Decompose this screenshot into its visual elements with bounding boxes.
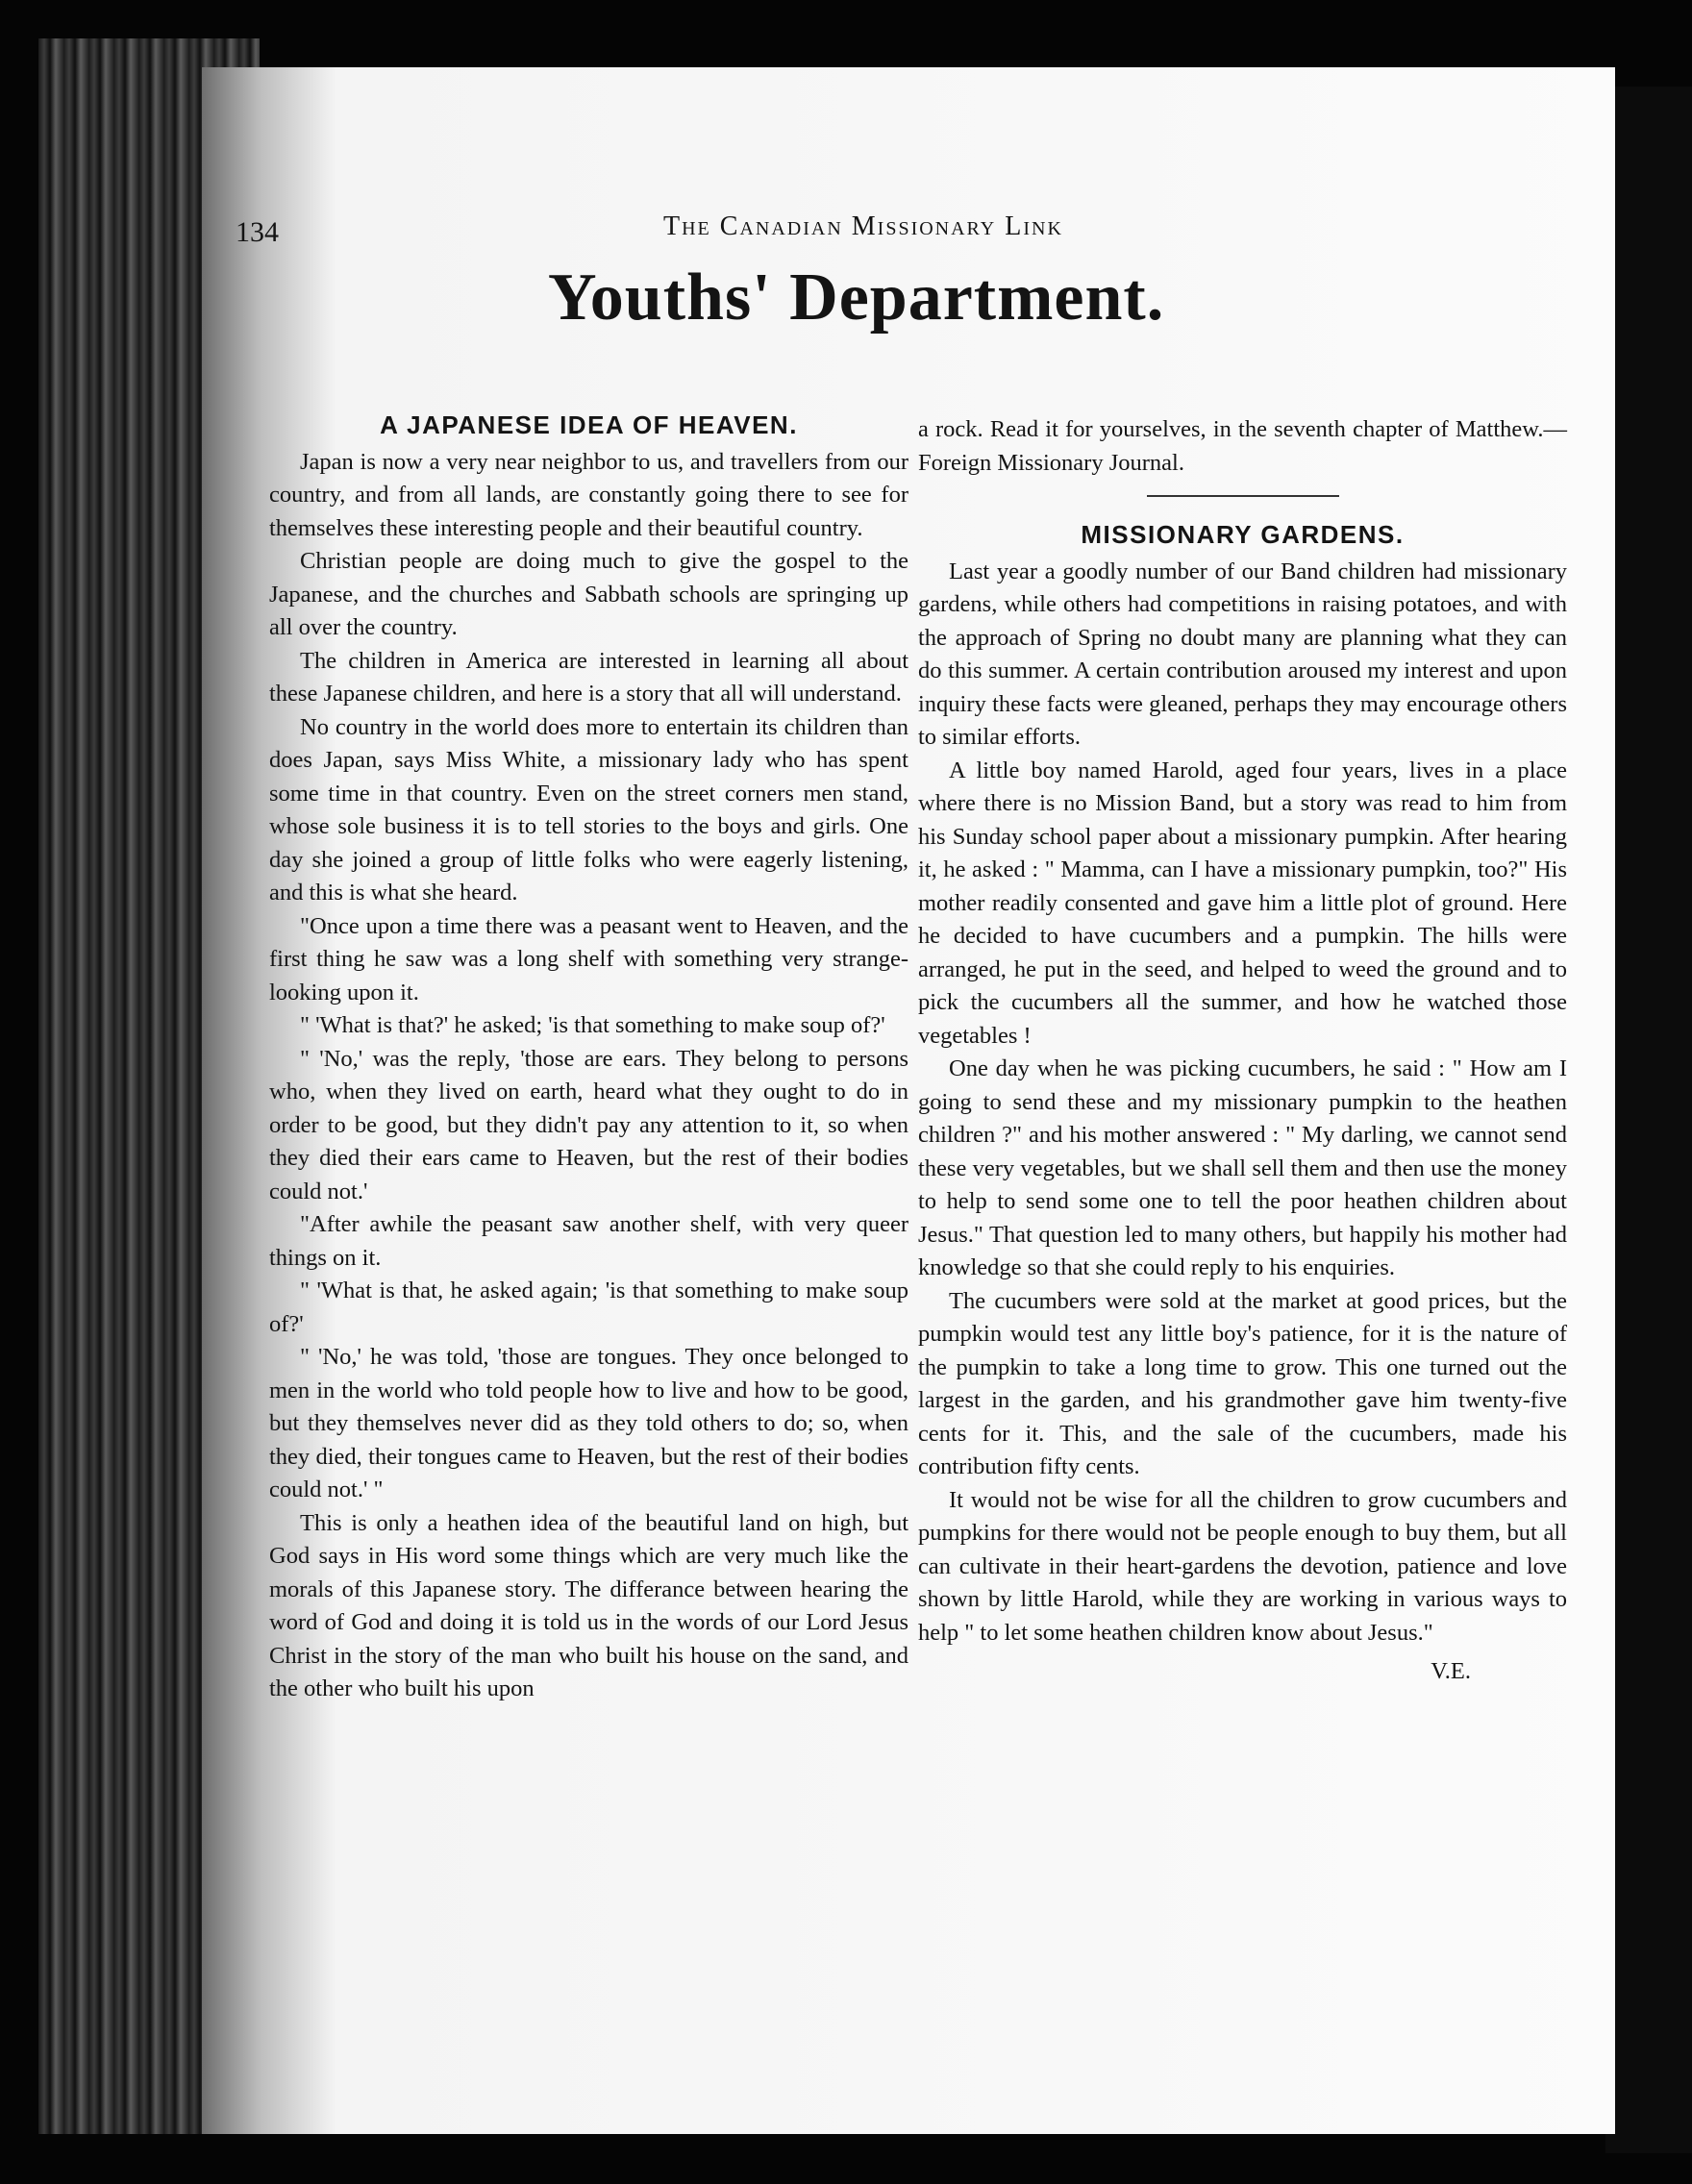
- department-title: Youths' Department.: [548, 261, 1165, 335]
- section-divider: [1147, 495, 1339, 497]
- right-column: [918, 413, 1567, 1689]
- running-title: The Canadian Missionary Link: [663, 211, 1063, 241]
- paragraph: No country in the world does more to entertain its children than does Japan, says Miss White, a missionary lady who has spent some time in that country. Even on the street corners men stand, whose sole business it is to tell stories to the boys and girls. One day she joined a group of little folks who were eagerly listening, and this is what she heard.: [269, 713, 908, 906]
- paragraph: " 'What is that, he asked again; 'is that something to make soup of?': [269, 1278, 908, 1337]
- paragraph: One day when he was picking cucumbers, he said : " How am I going to send these and my missionary pumpkin to the heathen children ?" and his mother answered : " My darling, we cannot send these very vegetables, but we shall sell them and then use the money to help to send some one to tell the poor heathen children about Jesus." That question led to many others, but happily his mother had knowledge so that she could reply to his enquiries.: [918, 1055, 1567, 1280]
- paragraph: It would not be wise for all the children to grow cucumbers and pumpkins for there would not be people enough to buy them, but all can cultivate in their heart-gardens the devotion, patience and love shown by little Harold, while they are working in various ways to help " to let some heathen children know about Jesus.": [918, 1486, 1567, 1646]
- continuation-paragraph: a rock. Read it for yourselves, in the seventh chapter of Matthew.—Foreign Missionary Journal.: [918, 416, 1567, 476]
- paragraph: This is only a heathen idea of the beautiful land on high, but God says in His word some things which are very much like the morals of this Japanese story. The differance between hearing the word of God and doing it is told us in the words of our Lord Jesus Christ in the story of the man who built his house on the sand, and the other who built his upon: [269, 1509, 908, 1701]
- paragraph: Christian people are doing much to give the gospel to the Japanese, and the churches and Sabbath schools are springing up all over the country.: [269, 548, 908, 640]
- paragraph: The cucumbers were sold at the market at good prices, but the pumpkin would test any little boy's patience, for it is the nature of the pumpkin to take a long time to grow. This one turned out the largest in the garden, and his grandmother gave him twenty-five cents for it. This, and the sale of the cucumbers, made his contribution fifty cents.: [918, 1287, 1567, 1479]
- book-right-edge: [1605, 87, 1692, 2153]
- paragraph: " 'What is that?' he asked; 'is that something to make soup of?': [300, 1012, 885, 1038]
- left-column: [269, 409, 908, 1706]
- author-signature: V.E.: [1431, 1658, 1471, 1684]
- article-heading-missionary-gardens: MISSIONARY GARDENS.: [1081, 520, 1405, 549]
- paragraph: "Once upon a time there was a peasant went to Heaven, and the first thing he saw was a long shelf with something very strange-looking upon it.: [269, 912, 908, 1005]
- paragraph: " 'No,' was the reply, 'those are ears. They belong to persons who, when they lived on earth, heard what they ought to do in order to be good, but they didn't pay any attention to it, so when they died their ears came to Heaven, but the rest of their bodies could not.': [269, 1045, 908, 1204]
- paragraph: A little boy named Harold, aged four years, lives in a place where there is no Mission Band, but a story was read to him from his Sunday school paper about a missionary pumpkin. After hearing it, he asked : " Mamma, can I have a missionary pumpkin, too?" His mother readily consented and gave him a little plot of ground. Here he decided to have cucumbers and a pumpkin. The hills were arranged, he put in the seed, and helped to weed the ground and to pick the cucumbers all the summer, and how he watched those vegetables !: [918, 757, 1567, 1049]
- article-heading-japanese-heaven: A JAPANESE IDEA OF HEAVEN.: [380, 410, 798, 439]
- paragraph: "After awhile the peasant saw another shelf, with very queer things on it.: [269, 1211, 908, 1271]
- page-number: 134: [236, 216, 279, 248]
- page-sheet: [202, 67, 1615, 2134]
- paragraph: The children in America are interested in learning all about these Japanese children, and here is a story that all will understand.: [269, 647, 908, 707]
- paragraph: Japan is now a very near neighbor to us, and travellers from our country, and from all lands, are constantly going there to see for themselves these interesting people and their beautiful country.: [269, 448, 908, 541]
- paragraph: " 'No,' he was told, 'those are tongues. They once belonged to men in the world who told people how to live and how to be good, but they themselves never did as they told others to do; so, when they died, their tongues came to Heaven, but the rest of their bodies could not.' ": [269, 1344, 908, 1502]
- paragraph: Last year a goodly number of our Band children had missionary gardens, while others had competitions in raising potatoes, and with the approach of Spring no doubt many are planning what they can do this summer. A certain contribution aroused my interest and upon inquiry these facts were gleaned, perhaps they may encourage others to similar efforts.: [918, 558, 1567, 750]
